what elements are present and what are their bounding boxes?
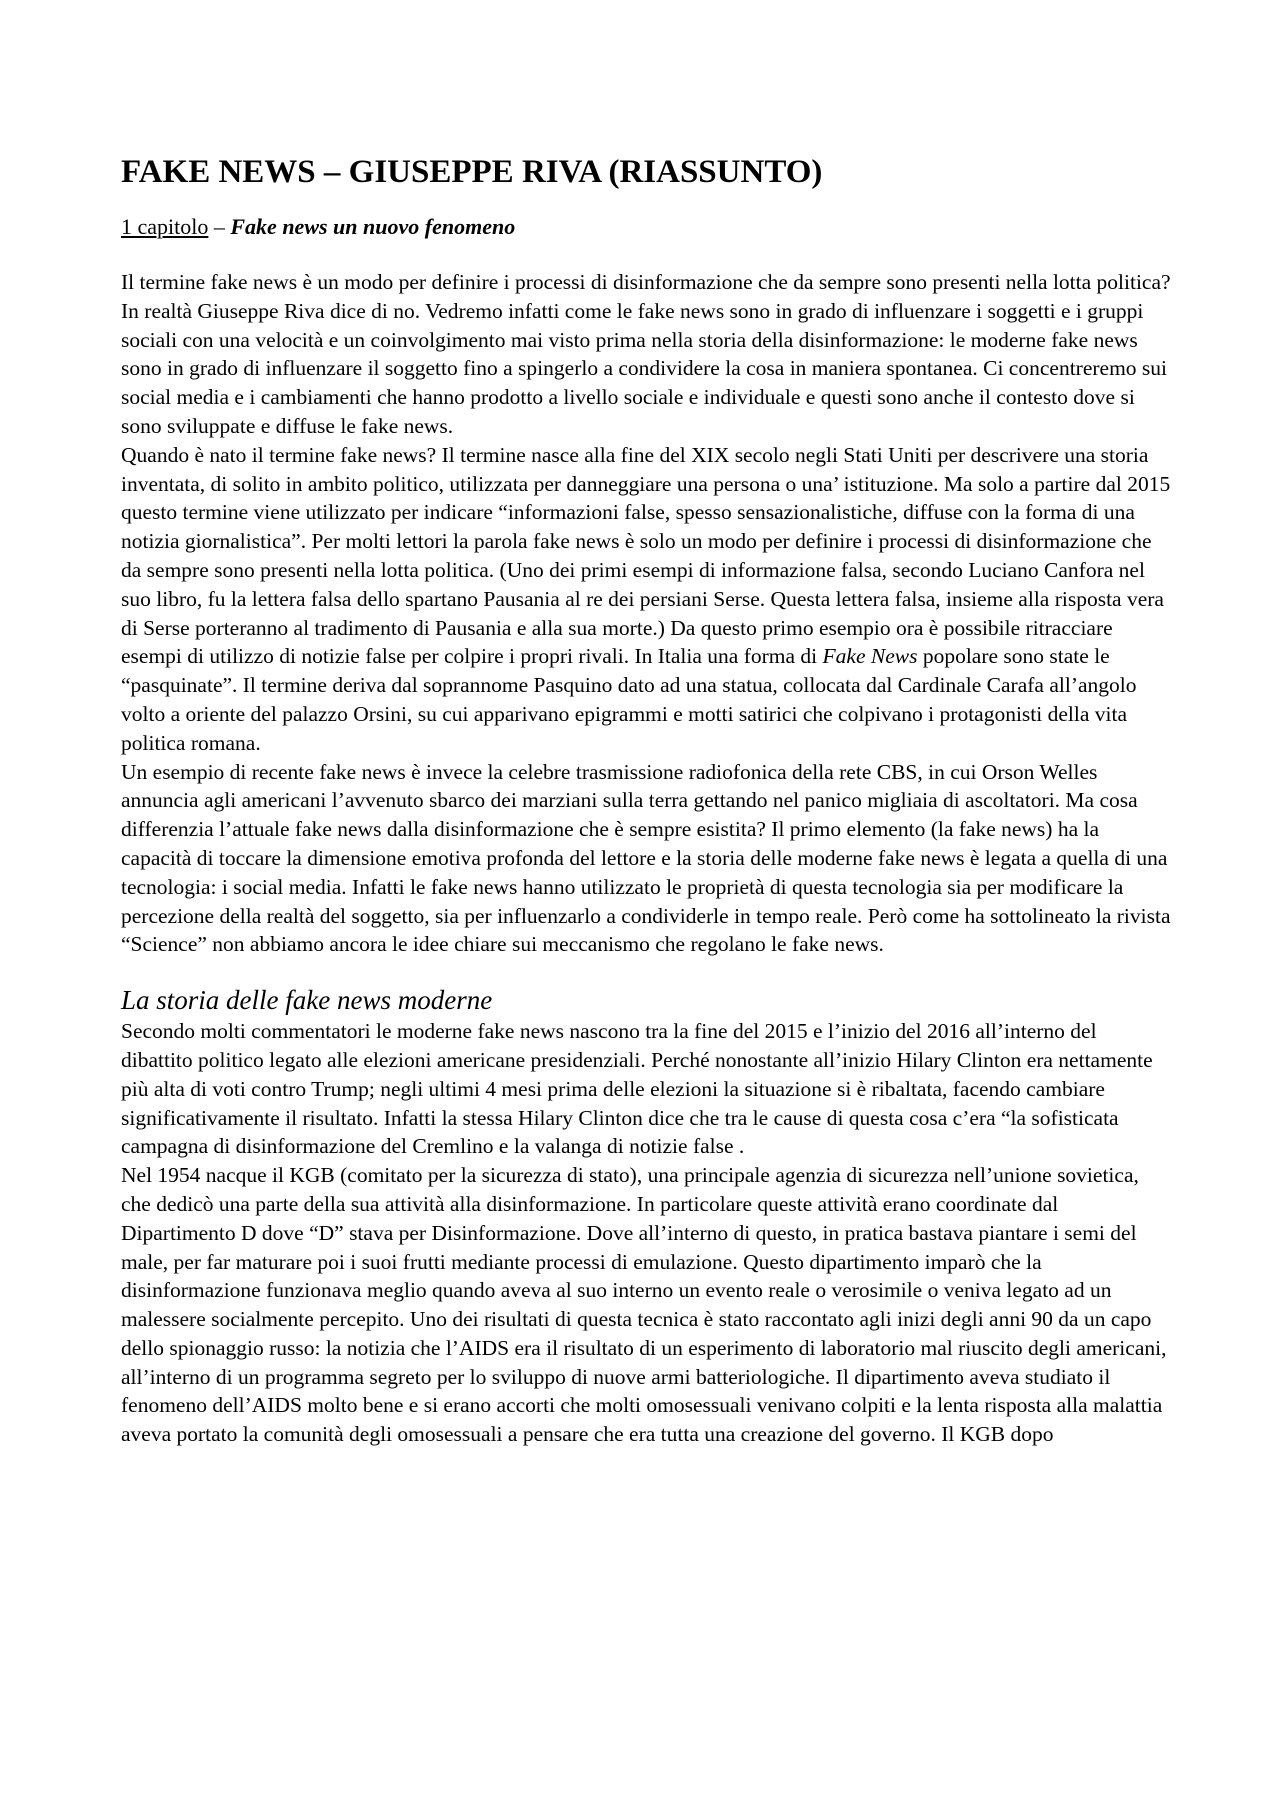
chapter-heading [121, 212, 1171, 242]
chapter-separator: – [208, 214, 231, 239]
paragraph-origin-text-2: popolare sono state le “pasquinate”. Il termine deriva dal soprannome Pasquino dato ad una statua, collocata dal Cardinale Carafa all’angolo volto a oriente del palazzo Orsini, su cui apparivano epigrammi e motti satirici che colpivano i protagonisti della vita politica romana. [121, 644, 1137, 755]
chapter-number: 1 capitolo [121, 214, 209, 239]
document-page [121, 150, 1171, 1449]
paragraph-elections: Secondo molti commentatori le moderne fake news nascono tra la fine del 2015 e l’inizio del 2016 all’interno del dibattito politico legato alle elezioni americane presidenziali. Perché nonostante all’inizio Hilary Clinton era nettamente più alta di voti contro Trump; negli ultimi 4 mesi prima delle elezioni la situazione si è ribaltata, facendo cambiare significativamente il risultato. Infatti la stessa Hilary Clinton dice che tra le cause di questa cosa c’era “la sofisticata campagna di disinformazione del Cremlino e la valanga di notizie false . [121, 1019, 1153, 1159]
paragraph-kgb: Nel 1954 nacque il KGB (comitato per la sicurezza di stato), una principale agenzia di sicurezza nell’unione sovietica, che dedicò una parte della sua attività alla disinformazione. In particolare queste attività erano coordinate dal Dipartimento D dove “D” stava per Disinformazione. Dove all’interno di questo, in pratica bastava piantare i semi del male, per far maturare poi i suoi frutti mediante processi di emulazione. Questo dipartimento imparò che la disinformazione funzionava meglio quando aveva al suo interno un evento reale o verosimile o veniva legato ad un malessere socialmente percepito. Uno dei risultati di questa tecnica è stato raccontato agli inizi degli anni 90 da un capo dello spionaggio russo: la notizia che l’AIDS era il risultato di un esperimento di laboratorio mal riuscito degli americani, all’interno di un programma segreto per lo sviluppo di nuove armi batteriologiche. Il dipartimento aveva studiato il fenomeno dell’AIDS molto bene e si erano accorti che molti omosessuali venivano colpiti e la lenta risposta alla malattia aveva portato la comunità degli omosessuali a pensare che era tutta una creazione del governo. Il KGB dopo [121, 1163, 1167, 1447]
paragraph-origin [121, 441, 1171, 758]
paragraph-intro: Il termine fake news è un modo per definire i processi di disinformazione che da sempre sono presenti nella lotta politica? In realtà Giuseppe Riva dice di no. Vedremo infatti come le fake news sono in grado di influenzare i soggetti e i gruppi sociali con una velocità e un coinvolgimento mai visto prima nella storia della disinformazione: le moderne fake news sono in grado di influenzare il soggetto fino a spingerlo a condividere la cosa in maniera spontanea. Ci concentreremo sui social media e i cambiamenti che hanno prodotto a livello sociale e individuale e questi sono anche il contesto dove si sono sviluppate e diffuse le fake news. [121, 270, 1171, 438]
chapter-body [121, 268, 1171, 959]
paragraph-origin-emphasis: Fake News [822, 644, 918, 669]
paragraph-recent-example: Un esempio di recente fake news è invece la celebre trasmissione radiofonica della rete CBS, in cui Orson Welles annuncia agli americani l’avvenuto sbarco dei marziani sulla terra gettando nel panico migliaia di ascoltatori. Ma cosa differenzia l’attuale fake news dalla disinformazione che è sempre esistita? Il primo elemento (la fake news) ha la capacità di toccare la dimensione emotiva profonda del lettore e la storia delle moderne fake news è legata a quella di una tecnologia: i social media. Infatti le fake news hanno utilizzato le proprietà di questa tecnologia sia per modificare la percezione della realtà del soggetto, sia per influenzarlo a condividerle in tempo reale. Però come ha sottolineato la rivista “Science” non abbiamo ancora le idee chiare sui meccanismo che regolano le fake news. [121, 759, 1171, 957]
paragraph-origin-text-1: Quando è nato il termine fake news? Il termine nasce alla fine del XIX secolo negli Stati Uniti per descrivere una storia inventata, di solito in ambito politico, utilizzata per danneggiare una persona o una’ istituzione. Ma solo a partire dal 2015 questo termine viene utilizzato per indicare “informazioni false, spesso sensazionalistiche, diffuse con la forma di una notizia giornalistica”. Per molti lettori la parola fake news è solo un modo per definire i processi di disinformazione che da sempre sono presenti nella lotta politica. (Uno dei primi esempi di informazione falsa, secondo Luciano Canfora nel suo libro, fu la lettera falsa dello spartano Pausania al re dei persiani Serse. Questa lettera falsa, insieme alla risposta vera di Serse porteranno al tradimento di Pausania e alla sua morte.) Da questo primo esempio ora è possibile ritracciare esempi di utilizzo di notizie false per colpire i propri rivali. In Italia una forma di [121, 442, 1171, 669]
document-title: FAKE NEWS – GIUSEPPE RIVA (RIASSUNTO) [121, 154, 823, 190]
chapter-subtitle: Fake news un nuovo fenomeno [230, 214, 516, 239]
section-body [121, 1017, 1171, 1449]
section-heading: La storia delle fake news moderne [121, 985, 493, 1016]
